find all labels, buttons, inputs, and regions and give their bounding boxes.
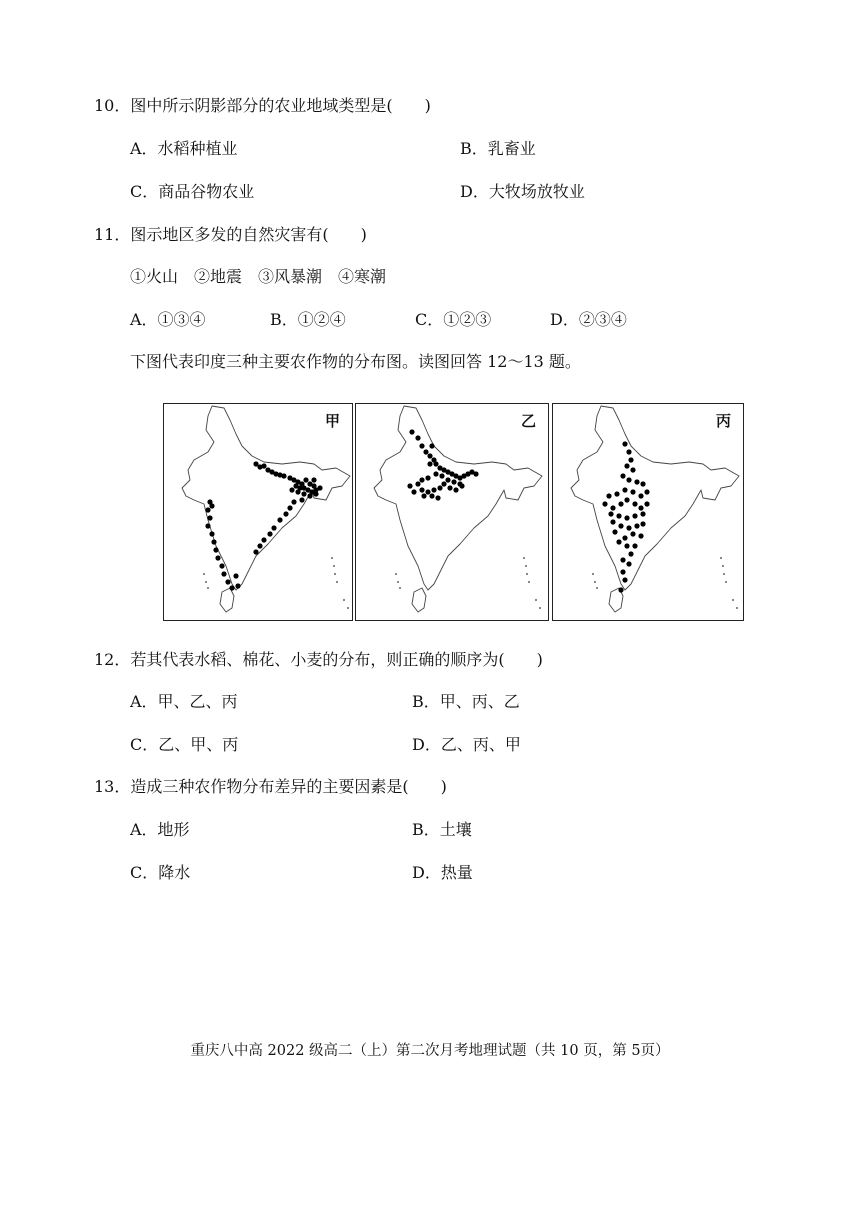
map-panel-bing <box>552 403 744 621</box>
crop-dot <box>453 487 458 492</box>
q10-option-c: C．商品谷物农业 <box>130 182 255 201</box>
crop-dot <box>427 461 432 466</box>
q10-option-a: A．水稻种植业 <box>130 139 238 158</box>
crop-dot <box>473 471 478 476</box>
crop-dot <box>626 561 631 566</box>
crop-dot <box>447 485 452 490</box>
q13-option-d: D．热量 <box>412 863 473 882</box>
map-panel-jia <box>163 403 353 621</box>
crop-dot <box>435 495 440 500</box>
crop-dot <box>303 477 308 482</box>
crop-dot <box>610 519 615 524</box>
q12-option-d: D．乙、丙、甲 <box>412 735 521 754</box>
q13-stem: 13．造成三种农作物分布差异的主要因素是( ) <box>94 777 447 796</box>
crop-dot <box>419 477 424 482</box>
q10-option-b: B．乳畜业 <box>460 139 536 158</box>
crop-dot <box>620 557 625 562</box>
crop-dot <box>233 573 238 578</box>
q11-option-a: A．①③④ <box>130 310 206 329</box>
crop-dot <box>301 491 306 496</box>
crop-dot <box>271 525 276 530</box>
crop-dot <box>612 529 617 534</box>
crop-dot <box>415 435 420 440</box>
crop-dot <box>267 531 272 536</box>
crop-dot <box>628 551 633 556</box>
crop-dot <box>423 449 428 454</box>
crop-dot <box>632 543 637 548</box>
crop-dot <box>427 453 432 458</box>
q10-option-d: D．大牧场放牧业 <box>460 182 585 201</box>
crop-dot <box>425 475 430 480</box>
q12-option-b: B．甲、丙、乙 <box>412 692 520 711</box>
crop-dot <box>307 493 312 498</box>
q13-option-a: A．地形 <box>130 820 190 839</box>
crop-dot <box>632 513 637 518</box>
page-footer: 重庆八中高 2022 级高二（上）第二次月考地理试题（共 10 页，第 5页） <box>190 1043 670 1059</box>
crop-dot <box>626 525 631 530</box>
crop-dot <box>634 523 639 528</box>
crop-dot <box>211 539 216 544</box>
intro-text: 下图代表印度三种主要农作物的分布图。读图回答 12～13 题。 <box>130 352 581 371</box>
q11-option-b: B．①②④ <box>270 310 346 329</box>
crop-dot <box>221 571 226 576</box>
crop-dot <box>299 497 304 502</box>
crop-dot <box>614 491 619 496</box>
map-label-yi: 乙 <box>520 412 536 430</box>
crop-dot <box>622 577 627 582</box>
crop-dot <box>421 493 426 498</box>
crop-dot <box>624 463 629 468</box>
crop-dot <box>291 499 296 504</box>
crop-dot <box>640 521 645 526</box>
crop-dot <box>213 547 218 552</box>
crop-dot <box>634 479 639 484</box>
crop-dot <box>289 487 294 492</box>
crop-dot <box>281 473 286 478</box>
q11-option-c: C．①②③ <box>415 310 492 329</box>
india-map-yi <box>356 404 548 620</box>
crop-dot <box>277 517 282 522</box>
crop-dot <box>626 477 631 482</box>
q11-option-d: D．②③④ <box>550 310 627 329</box>
crop-dot <box>429 493 434 498</box>
india-map-jia <box>164 404 352 620</box>
map-label-jia: 甲 <box>324 412 340 430</box>
crop-dot <box>644 489 649 494</box>
crop-dot <box>622 487 627 492</box>
map-label-bing: 丙 <box>715 412 731 430</box>
crop-dot <box>439 473 444 478</box>
crop-dot <box>618 523 623 528</box>
crop-dot <box>437 485 442 490</box>
crop-dot <box>311 477 316 482</box>
crop-dot <box>207 515 212 520</box>
crop-dot <box>431 487 436 492</box>
crop-dot <box>626 449 631 454</box>
crop-dot <box>293 483 298 488</box>
crop-dot <box>287 505 292 510</box>
crop-dot <box>261 463 266 468</box>
q11-items: ①火山 ②地震 ③风暴潮 ④寒潮 <box>130 267 387 286</box>
crop-dot <box>638 505 643 510</box>
crop-dot <box>630 531 635 536</box>
crop-dot <box>425 489 430 494</box>
crop-dot <box>640 481 645 486</box>
crop-dot <box>219 563 224 568</box>
q10-stem: 10．图中所示阴影部分的农业地域类型是( ) <box>94 96 431 115</box>
crop-dot <box>632 501 637 506</box>
crop-dot <box>205 523 210 528</box>
crop-dot <box>608 511 613 516</box>
crop-dot <box>638 533 643 538</box>
crop-dot <box>313 491 318 496</box>
q13-option-c: C．降水 <box>130 863 191 882</box>
crop-dot <box>433 461 438 466</box>
crop-dot <box>225 579 230 584</box>
crop-dot <box>295 489 300 494</box>
crop-dot <box>606 493 611 498</box>
crop-dot <box>622 535 627 540</box>
crop-dot <box>429 443 434 448</box>
crop-dot <box>602 501 607 506</box>
crop-dot <box>630 489 635 494</box>
crop-dot <box>459 483 464 488</box>
q11-stem: 11．图示地区多发的自然灾害有( ) <box>94 225 367 244</box>
crop-dot <box>624 543 629 548</box>
crop-dot <box>451 479 456 484</box>
crop-dot <box>257 543 262 548</box>
crop-dot <box>407 483 412 488</box>
q12-option-c: C．乙、甲、丙 <box>130 735 239 754</box>
crop-dot <box>419 487 424 492</box>
crop-dot <box>235 583 240 588</box>
map-panel-yi <box>355 403 549 621</box>
crop-dot <box>317 485 322 490</box>
crop-dot <box>628 457 633 462</box>
crop-dot <box>620 569 625 574</box>
crop-dot <box>409 429 414 434</box>
crop-dot <box>624 497 629 502</box>
crop-dot <box>644 501 649 506</box>
crop-dot <box>205 507 210 512</box>
q13-option-b: B．土壤 <box>412 820 472 839</box>
crop-dot <box>616 513 621 518</box>
q12-stem: 12．若其代表水稻、棉花、小麦的分布，则正确的顺序为( ) <box>94 650 543 669</box>
crop-dot <box>618 587 623 592</box>
crop-dot <box>411 489 416 494</box>
crop-dot <box>441 481 446 486</box>
crop-dot <box>209 503 214 508</box>
crop-dot <box>630 467 635 472</box>
crop-dot <box>419 443 424 448</box>
crop-dot <box>261 537 266 542</box>
crop-dot <box>616 539 621 544</box>
crop-dot <box>415 481 420 486</box>
india-map-bing <box>553 404 743 620</box>
crop-dot <box>620 473 625 478</box>
crop-dot <box>433 471 438 476</box>
crop-dot <box>638 493 643 498</box>
crop-dot <box>229 585 234 590</box>
crop-dot <box>622 441 627 446</box>
crop-dot <box>209 531 214 536</box>
crop-dot <box>640 511 645 516</box>
crop-dot <box>610 505 615 510</box>
crop-dot <box>618 501 623 506</box>
crop-dot <box>445 477 450 482</box>
crop-dot <box>624 515 629 520</box>
crop-dot <box>215 555 220 560</box>
crop-dot <box>253 549 258 554</box>
q12-option-a: A．甲、乙、丙 <box>130 692 238 711</box>
crop-dot <box>283 511 288 516</box>
